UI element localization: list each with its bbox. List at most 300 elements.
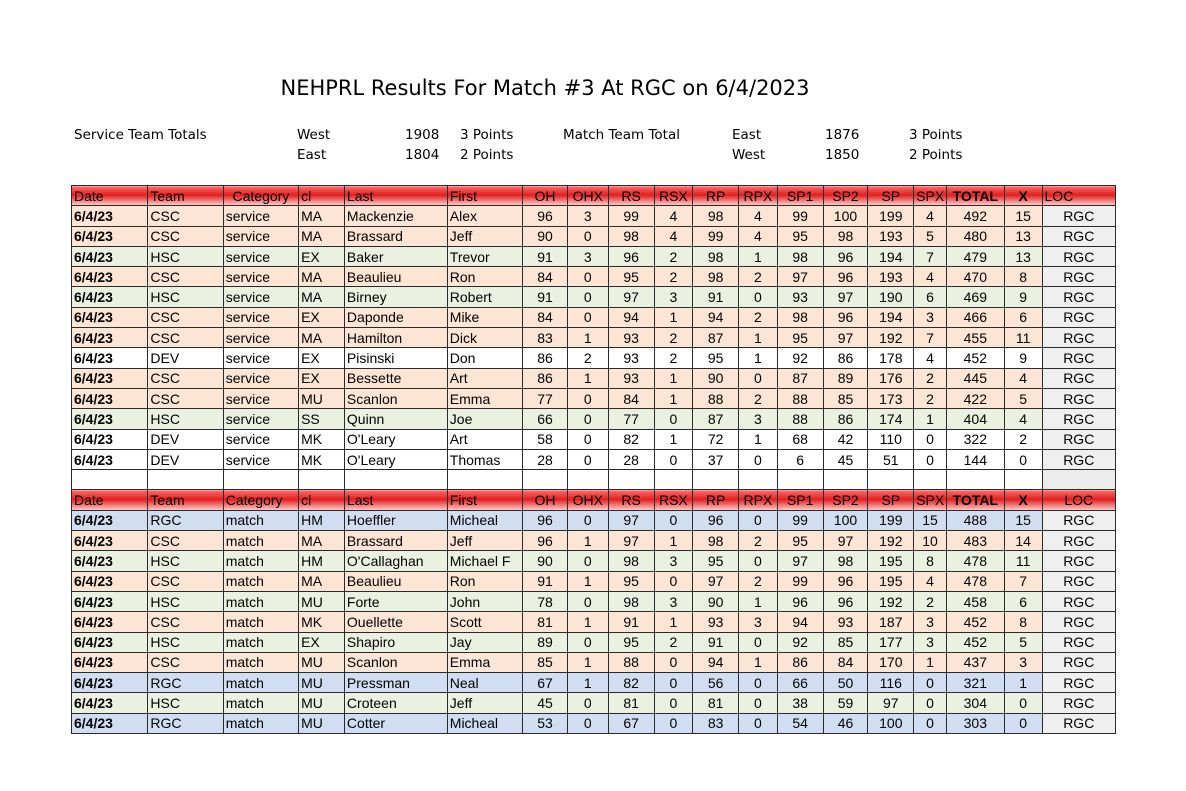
match-cell-sp: 116 [868,673,914,693]
match-cell-rs: 95 [608,571,654,591]
service-cell-ohx: 3 [567,206,608,226]
separator-cell [299,470,345,490]
match-cell-first: Jeff [447,693,522,713]
service-table-row [72,388,1116,408]
match-score-1: 1876 [825,127,860,143]
match-cell-team: HSC [148,551,223,571]
service-cell-rp: 37 [693,449,739,469]
service-cell-rp: 98 [693,267,739,287]
service-cell-rs: 82 [608,429,654,449]
service-cell-sp: 176 [868,368,914,388]
match-cell-spx: 2 [914,591,947,611]
match-points-1: 3 Points [909,127,963,143]
match-cell-ohx: 0 [567,551,608,571]
service-cell-rs: 93 [608,328,654,348]
match-cell-rp: 90 [693,591,739,611]
service-cell-x: 6 [1004,307,1042,327]
service-cell-team: HSC [148,287,223,307]
match-cell-loc: RGC [1042,713,1115,733]
service-cell-sp: 193 [868,267,914,287]
match-cell-date: 6/4/23 [72,571,148,591]
service-table-row [72,368,1116,388]
service-cell-total: 422 [946,388,1004,408]
service-header-team: Team [148,186,223,206]
service-cell-total: 404 [946,409,1004,429]
service-cell-rsx: 1 [654,368,693,388]
match-cell-category: match [223,713,298,733]
service-cell-ohx: 0 [567,267,608,287]
match-cell-date: 6/4/23 [72,551,148,571]
match-cell-sp1: 86 [777,652,823,672]
service-cell-ohx: 1 [567,368,608,388]
service-cell-spx: 4 [914,348,947,368]
service-header-sp: SP [868,186,914,206]
service-header-category: Category [223,186,298,206]
match-cell-ohx: 0 [567,510,608,530]
match-cell-date: 6/4/23 [72,632,148,652]
service-cell-category: service [223,388,298,408]
service-cell-x: 11 [1004,328,1042,348]
match-header-rpx: RPX [739,490,778,510]
service-cell-cl: MK [299,429,345,449]
service-table-row [72,429,1116,449]
service-cell-sp: 174 [868,409,914,429]
service-cell-cl: MK [299,449,345,469]
match-cell-date: 6/4/23 [72,591,148,611]
match-cell-loc: RGC [1042,693,1115,713]
service-cell-rsx: 2 [654,328,693,348]
service-cell-rs: 94 [608,307,654,327]
service-cell-rp: 87 [693,409,739,429]
match-cell-team: HSC [148,632,223,652]
service-cell-spx: 7 [914,328,947,348]
match-cell-total: 303 [946,713,1004,733]
service-points-2: 2 Points [460,147,514,163]
service-cell-total: 144 [946,449,1004,469]
service-cell-date: 6/4/23 [72,429,148,449]
match-cell-sp2: 46 [823,713,868,733]
match-cell-cl: HM [299,551,345,571]
service-cell-oh: 86 [523,348,568,368]
service-cell-first: Art [447,368,522,388]
service-cell-total: 492 [946,206,1004,226]
service-cell-rpx: 0 [739,287,778,307]
service-cell-date: 6/4/23 [72,307,148,327]
match-cell-cl: MU [299,693,345,713]
service-cell-category: service [223,226,298,246]
service-cell-loc: RGC [1042,348,1115,368]
service-cell-rp: 88 [693,388,739,408]
match-cell-date: 6/4/23 [72,531,148,551]
service-cell-loc: RGC [1042,206,1115,226]
service-cell-rsx: 2 [654,348,693,368]
service-cell-ohx: 3 [567,246,608,266]
match-cell-rpx: 2 [739,531,778,551]
match-cell-last: Croteen [344,693,447,713]
service-cell-team: CSC [148,368,223,388]
separator-cell [946,470,1004,490]
service-cell-sp2: 45 [823,449,868,469]
match-cell-rsx: 0 [654,693,693,713]
match-cell-first: Emma [447,652,522,672]
match-cell-last: Scanlon [344,652,447,672]
service-cell-loc: RGC [1042,246,1115,266]
match-cell-sp2: 93 [823,612,868,632]
match-cell-first: John [447,591,522,611]
match-cell-last: Cotter [344,713,447,733]
match-cell-rp: 94 [693,652,739,672]
match-cell-rsx: 0 [654,713,693,733]
service-cell-total: 452 [946,348,1004,368]
service-cell-last: Scanlon [344,388,447,408]
service-cell-date: 6/4/23 [72,348,148,368]
service-cell-category: service [223,206,298,226]
service-cell-sp1: 87 [777,368,823,388]
match-cell-sp: 195 [868,571,914,591]
service-cell-rpx: 2 [739,307,778,327]
service-cell-sp: 178 [868,348,914,368]
service-cell-rpx: 3 [739,409,778,429]
match-cell-rp: 96 [693,510,739,530]
match-cell-ohx: 0 [567,632,608,652]
service-cell-loc: RGC [1042,226,1115,246]
match-cell-rsx: 3 [654,551,693,571]
match-cell-rsx: 3 [654,591,693,611]
service-table-row [72,287,1116,307]
match-cell-x: 0 [1004,713,1042,733]
match-cell-sp2: 85 [823,632,868,652]
service-cell-rs: 95 [608,267,654,287]
service-cell-x: 13 [1004,226,1042,246]
service-cell-rp: 95 [693,348,739,368]
separator-cell [608,470,654,490]
match-cell-date: 6/4/23 [72,612,148,632]
service-cell-rpx: 2 [739,267,778,287]
match-cell-sp: 192 [868,591,914,611]
service-header-total: TOTAL [946,186,1004,206]
match-cell-rsx: 0 [654,510,693,530]
match-cell-sp2: 96 [823,571,868,591]
match-cell-sp2: 96 [823,591,868,611]
match-table-row [72,551,1116,571]
service-cell-cl: MA [299,328,345,348]
separator-cell [72,470,148,490]
match-cell-team: HSC [148,693,223,713]
match-cell-first: Jay [447,632,522,652]
match-cell-rs: 91 [608,612,654,632]
service-cell-date: 6/4/23 [72,388,148,408]
separator-cell [777,470,823,490]
match-table-row [72,673,1116,693]
service-table-row [72,246,1116,266]
match-cell-category: match [223,612,298,632]
service-cell-x: 8 [1004,267,1042,287]
match-cell-last: Pressman [344,673,447,693]
service-cell-sp2: 96 [823,307,868,327]
match-cell-rpx: 0 [739,510,778,530]
match-table-row [72,531,1116,551]
match-cell-ohx: 0 [567,591,608,611]
service-header-rp: RP [693,186,739,206]
match-cell-rsx: 1 [654,531,693,551]
match-cell-spx: 0 [914,693,947,713]
match-header-last: Last [344,490,447,510]
match-cell-last: O'Callaghan [344,551,447,571]
service-cell-sp1: 97 [777,267,823,287]
match-cell-sp1: 99 [777,510,823,530]
service-cell-oh: 84 [523,267,568,287]
match-cell-loc: RGC [1042,652,1115,672]
service-cell-category: service [223,328,298,348]
match-cell-rp: 95 [693,551,739,571]
service-cell-total: 445 [946,368,1004,388]
match-header-category: Category [223,490,298,510]
service-header-row [72,186,1116,206]
service-cell-cl: EX [299,246,345,266]
match-cell-rs: 88 [608,652,654,672]
match-cell-sp2: 97 [823,531,868,551]
service-cell-sp2: 86 [823,409,868,429]
service-cell-sp2: 97 [823,328,868,348]
service-points-1: 3 Points [460,127,514,143]
match-cell-total: 483 [946,531,1004,551]
separator-cell [739,470,778,490]
service-cell-rsx: 2 [654,267,693,287]
match-cell-rpx: 0 [739,551,778,571]
service-cell-oh: 28 [523,449,568,469]
service-cell-oh: 91 [523,287,568,307]
service-table-row [72,449,1116,469]
service-cell-sp2: 86 [823,348,868,368]
separator-cell [868,470,914,490]
match-cell-oh: 90 [523,551,568,571]
match-cell-total: 452 [946,612,1004,632]
match-cell-rs: 98 [608,551,654,571]
match-cell-rp: 81 [693,693,739,713]
service-cell-spx: 3 [914,307,947,327]
service-table-row [72,267,1116,287]
match-cell-rsx: 0 [654,571,693,591]
service-cell-team: DEV [148,449,223,469]
separator-cell [914,470,947,490]
match-score-2: 1850 [825,147,860,163]
service-cell-sp2: 85 [823,388,868,408]
match-cell-rpx: 1 [739,591,778,611]
service-cell-rp: 98 [693,206,739,226]
service-cell-category: service [223,348,298,368]
match-cell-ohx: 0 [567,693,608,713]
service-cell-rsx: 1 [654,388,693,408]
separator-cell [823,470,868,490]
match-cell-rpx: 2 [739,571,778,591]
match-cell-last: Shapiro [344,632,447,652]
service-table-row [72,206,1116,226]
service-cell-loc: RGC [1042,287,1115,307]
match-cell-x: 6 [1004,591,1042,611]
match-cell-sp2: 50 [823,673,868,693]
match-cell-rs: 67 [608,713,654,733]
service-cell-oh: 90 [523,226,568,246]
match-cell-sp: 170 [868,652,914,672]
match-header-sp1: SP1 [777,490,823,510]
service-cell-rp: 99 [693,226,739,246]
match-cell-sp: 100 [868,713,914,733]
match-cell-total: 488 [946,510,1004,530]
service-cell-cl: MU [299,388,345,408]
match-cell-loc: RGC [1042,673,1115,693]
service-cell-rs: 77 [608,409,654,429]
service-cell-rpx: 1 [739,429,778,449]
service-cell-total: 469 [946,287,1004,307]
service-cell-loc: RGC [1042,307,1115,327]
service-cell-first: Don [447,348,522,368]
service-cell-team: HSC [148,246,223,266]
service-cell-sp2: 89 [823,368,868,388]
service-cell-x: 4 [1004,368,1042,388]
service-cell-sp2: 100 [823,206,868,226]
match-cell-sp1: 94 [777,612,823,632]
service-cell-total: 322 [946,429,1004,449]
match-cell-sp2: 59 [823,693,868,713]
service-cell-last: Bessette [344,368,447,388]
service-cell-first: Alex [447,206,522,226]
service-cell-category: service [223,409,298,429]
service-cell-last: O'Leary [344,449,447,469]
match-header-x: X [1004,490,1042,510]
match-cell-date: 6/4/23 [72,510,148,530]
match-cell-sp1: 99 [777,571,823,591]
match-cell-category: match [223,551,298,571]
match-team-2: West [732,147,766,163]
service-cell-rs: 98 [608,226,654,246]
service-cell-ohx: 0 [567,226,608,246]
match-cell-x: 8 [1004,612,1042,632]
service-cell-oh: 83 [523,328,568,348]
match-cell-sp1: 38 [777,693,823,713]
match-cell-last: Beaulieu [344,571,447,591]
match-cell-ohx: 1 [567,673,608,693]
service-header-x: X [1004,186,1042,206]
service-cell-last: Baker [344,246,447,266]
service-cell-category: service [223,307,298,327]
service-cell-last: Quinn [344,409,447,429]
match-cell-sp: 177 [868,632,914,652]
service-cell-date: 6/4/23 [72,328,148,348]
match-cell-rpx: 0 [739,713,778,733]
service-cell-sp1: 95 [777,328,823,348]
service-cell-cl: MA [299,206,345,226]
match-cell-total: 452 [946,632,1004,652]
service-cell-last: Daponde [344,307,447,327]
match-header-rp: RP [693,490,739,510]
match-cell-category: match [223,652,298,672]
match-cell-category: match [223,673,298,693]
match-cell-sp1: 66 [777,673,823,693]
match-cell-sp: 187 [868,612,914,632]
service-cell-rsx: 1 [654,429,693,449]
service-cell-oh: 58 [523,429,568,449]
match-cell-ohx: 1 [567,652,608,672]
service-header-ohx: OHX [567,186,608,206]
match-cell-loc: RGC [1042,571,1115,591]
service-cell-category: service [223,287,298,307]
match-cell-spx: 8 [914,551,947,571]
service-cell-cl: SS [299,409,345,429]
service-cell-date: 6/4/23 [72,409,148,429]
service-cell-x: 4 [1004,409,1042,429]
service-cell-x: 0 [1004,449,1042,469]
match-cell-loc: RGC [1042,612,1115,632]
match-cell-rs: 98 [608,591,654,611]
service-cell-sp1: 88 [777,409,823,429]
match-cell-oh: 45 [523,693,568,713]
match-cell-oh: 91 [523,571,568,591]
service-cell-team: CSC [148,206,223,226]
service-cell-x: 13 [1004,246,1042,266]
service-cell-x: 9 [1004,287,1042,307]
service-cell-oh: 86 [523,368,568,388]
service-cell-rpx: 1 [739,328,778,348]
service-cell-spx: 0 [914,449,947,469]
match-cell-loc: RGC [1042,551,1115,571]
match-cell-rs: 97 [608,531,654,551]
match-cell-rpx: 0 [739,693,778,713]
match-cell-total: 304 [946,693,1004,713]
match-cell-oh: 81 [523,612,568,632]
service-cell-rpx: 4 [739,206,778,226]
match-cell-spx: 0 [914,673,947,693]
match-totals-label: Match Team Total [563,127,680,143]
match-cell-x: 11 [1004,551,1042,571]
service-cell-spx: 4 [914,267,947,287]
match-header-ohx: OHX [567,490,608,510]
service-cell-sp1: 99 [777,206,823,226]
match-table-row [72,713,1116,733]
match-cell-category: match [223,571,298,591]
service-cell-first: Joe [447,409,522,429]
service-header-spx: SPX [914,186,947,206]
match-cell-spx: 1 [914,652,947,672]
service-cell-team: DEV [148,429,223,449]
match-cell-rsx: 1 [654,612,693,632]
match-cell-cl: MK [299,612,345,632]
match-cell-oh: 96 [523,510,568,530]
service-cell-spx: 2 [914,388,947,408]
match-cell-loc: RGC [1042,632,1115,652]
match-cell-oh: 67 [523,673,568,693]
match-cell-last: Forte [344,591,447,611]
service-cell-rp: 87 [693,328,739,348]
service-cell-x: 15 [1004,206,1042,226]
match-cell-date: 6/4/23 [72,713,148,733]
service-table-row [72,226,1116,246]
service-cell-sp2: 98 [823,226,868,246]
match-cell-cl: MU [299,591,345,611]
service-header-rsx: RSX [654,186,693,206]
match-cell-ohx: 0 [567,713,608,733]
match-header-spx: SPX [914,490,947,510]
service-header-rs: RS [608,186,654,206]
service-team-2: East [297,147,327,163]
separator-cell [654,470,693,490]
service-cell-sp: 173 [868,388,914,408]
service-cell-rsx: 4 [654,226,693,246]
match-cell-x: 14 [1004,531,1042,551]
match-header-cl: cl [299,490,345,510]
service-cell-x: 9 [1004,348,1042,368]
service-cell-total: 480 [946,226,1004,246]
service-cell-last: Beaulieu [344,267,447,287]
